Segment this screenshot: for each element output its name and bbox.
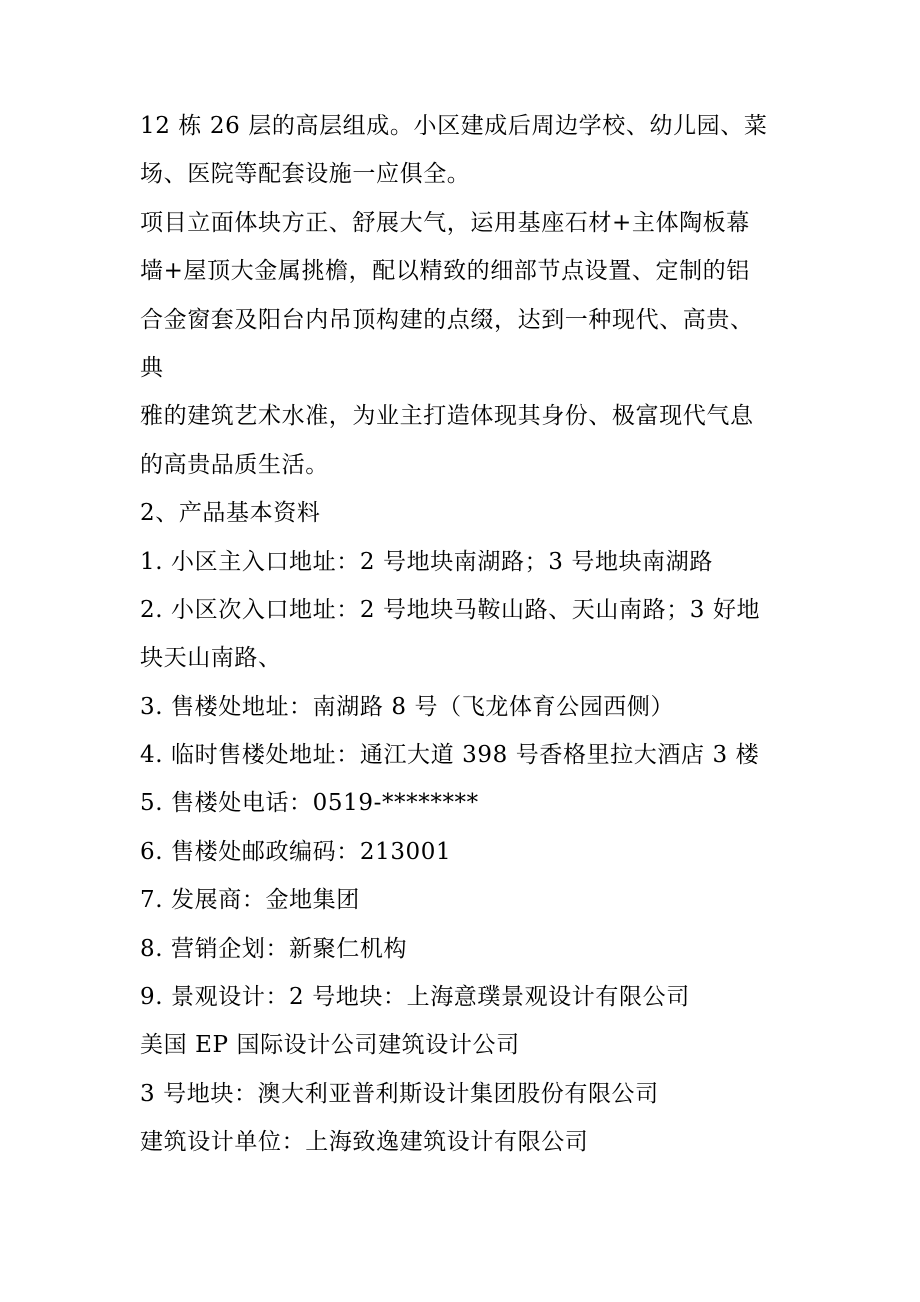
list-item: 4. 临时售楼处地址：通江大道 398 号香格里拉大酒店 3 楼 bbox=[140, 742, 760, 769]
section-heading: 2、产品基本资料 bbox=[140, 500, 321, 527]
paragraph-line: 场、医院等配套设施一应俱全。 bbox=[140, 161, 471, 188]
paragraph-line: 12 栋 26 层的高层组成。小区建成后周边学校、幼儿园、菜 bbox=[140, 113, 768, 139]
list-item-continuation: 3 号地块：澳大利亚普利斯设计集团股份有限公司 bbox=[140, 1080, 659, 1107]
paragraph-line: 的高贵品质生活。 bbox=[140, 451, 329, 478]
paragraph-line: 墙+屋顶大金属挑檐，配以精致的细部节点设置、定制的铝 bbox=[140, 258, 750, 285]
list-item: 1. 小区主入口地址：2 号地块南湖路；3 号地块南湖路 bbox=[140, 548, 713, 575]
list-item: 5. 售楼处电话：0519-******** bbox=[140, 790, 479, 817]
list-item: 7. 发展商：金地集团 bbox=[140, 887, 360, 914]
list-item: 3. 售楼处地址：南湖路 8 号（飞龙体育公园西侧） bbox=[140, 693, 675, 720]
list-item: 9. 景观设计：2 号地块：上海意璞景观设计有限公司 bbox=[140, 984, 690, 1011]
paragraph-line: 合金窗套及阳台内吊顶构建的点缀，达到一种现代、高贵、 bbox=[140, 306, 754, 333]
list-item-continuation: 块天山南路、 bbox=[140, 645, 282, 672]
list-item-continuation: 美国 EP 国际设计公司建筑设计公司 bbox=[140, 1032, 520, 1059]
list-item-continuation: 建筑设计单位：上海致逸建筑设计有限公司 bbox=[140, 1129, 589, 1156]
list-item: 2. 小区次入口地址：2 号地块马鞍山路、天山南路；3 好地 bbox=[140, 596, 761, 623]
paragraph-line: 典 bbox=[140, 354, 164, 381]
list-item: 6. 售楼处邮政编码：213001 bbox=[140, 838, 452, 865]
paragraph-line: 雅的建筑艺术水准，为业主打造体现其身份、极富现代气息 bbox=[140, 403, 754, 430]
paragraph-line: 项目立面体块方正、舒展大气，运用基座石材+主体陶板幕 bbox=[140, 209, 750, 236]
document-body bbox=[140, 114, 820, 1179]
list-item: 8. 营销企划：新聚仁机构 bbox=[140, 935, 408, 962]
